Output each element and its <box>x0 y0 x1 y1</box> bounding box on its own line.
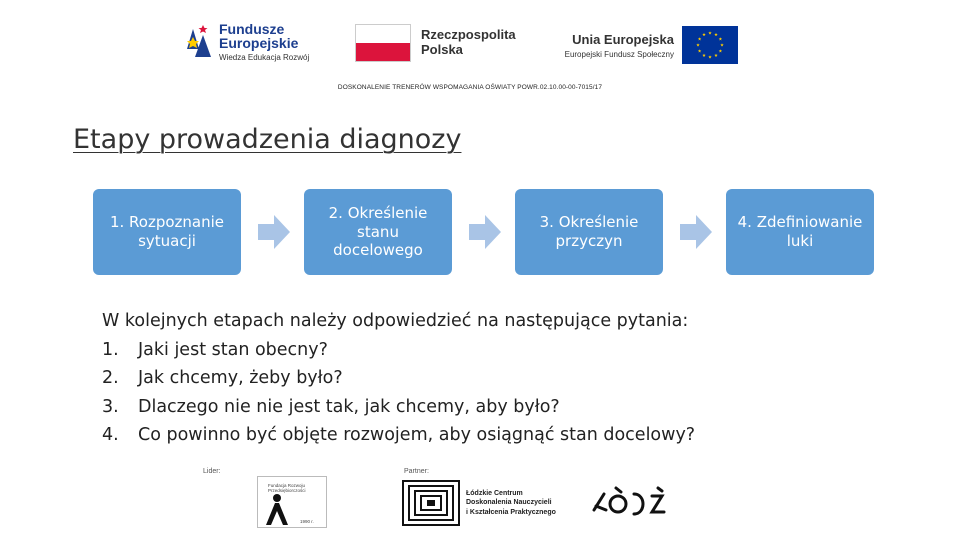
question-text: Jaki jest stan obecny? <box>138 339 328 360</box>
fundusze-europejskie-logo <box>183 17 323 67</box>
leader-logo <box>257 476 327 528</box>
question-item <box>102 336 695 365</box>
question-text: Co powinno być objęte rozwojem, aby osiągnąć stan docelowy? <box>138 425 696 445</box>
leader-label: Lider: <box>203 468 221 475</box>
arrow-right-icon <box>680 215 712 249</box>
ue-title: Unia Europejska <box>572 31 674 47</box>
question-number: 2. <box>102 368 119 388</box>
eu-flag-icon <box>682 26 738 64</box>
question-item <box>102 393 695 422</box>
question-text: Dlaczego nie nie jest tak, jak chcemy, aby było? <box>138 396 560 417</box>
partner-label: Partner: <box>404 468 429 475</box>
questions-list <box>102 336 695 450</box>
fe-line3: Wiedza Edukacja Rozwój <box>219 53 310 62</box>
partner-ldn-logo <box>402 478 562 528</box>
fe-line2: Europejskie <box>219 35 299 51</box>
partner-line3: i Kształcenia Praktycznego <box>466 508 556 516</box>
partner-line1: Łódzkie Centrum <box>466 489 523 497</box>
step-2-box: 2. Określenie stanu docelowego <box>304 189 452 275</box>
question-item <box>102 364 695 393</box>
rp-line1: Rzeczpospolita <box>421 27 516 43</box>
walking-figure-icon <box>264 493 290 527</box>
arrow-right-icon <box>258 215 290 249</box>
question-number: 3. <box>102 396 119 417</box>
step-3-box: 3. Określenie przyczyn <box>515 189 663 275</box>
maze-icon <box>402 480 460 526</box>
partner-line2: Doskonalenia Nauczycieli <box>466 499 552 507</box>
fe-line1: Fundusze <box>219 21 285 37</box>
questions-intro: W kolejnych etapach należy odpowiedzieć na następujące pytania: <box>102 311 689 331</box>
question-item <box>102 421 695 450</box>
poland-flag-icon <box>355 24 411 62</box>
question-number: 4. <box>102 425 119 445</box>
unia-europejska-logo <box>552 24 742 66</box>
rp-line2: Polska <box>421 42 463 57</box>
arrow-right-icon <box>469 215 501 249</box>
ue-subtitle: Europejski Fundusz Społeczny <box>564 49 674 59</box>
question-text: Jak chcemy, żeby było? <box>138 368 343 388</box>
step-1-box: 1. Rozpoznanie sytuacji <box>93 189 241 275</box>
step-4-box: 4. Zdefiniowanie luki <box>726 189 874 275</box>
slide-title: Etapy prowadzenia diagnozy <box>73 124 462 155</box>
rzeczpospolita-logo <box>355 22 525 64</box>
questions-block <box>102 307 695 450</box>
question-number: 1. <box>102 339 119 360</box>
lodz-city-logo <box>590 484 670 520</box>
fe-star-icon <box>183 19 213 65</box>
leader-org: Fundacja Rozwoju Przedsiębiorczości <box>268 483 306 494</box>
project-number: DOSKONALENIE TRENERÓW WSPOMAGANIA OŚWIATY POWR.02.10.00-00-7015/17 <box>337 84 603 91</box>
leader-year: 1990 r. <box>300 519 314 524</box>
